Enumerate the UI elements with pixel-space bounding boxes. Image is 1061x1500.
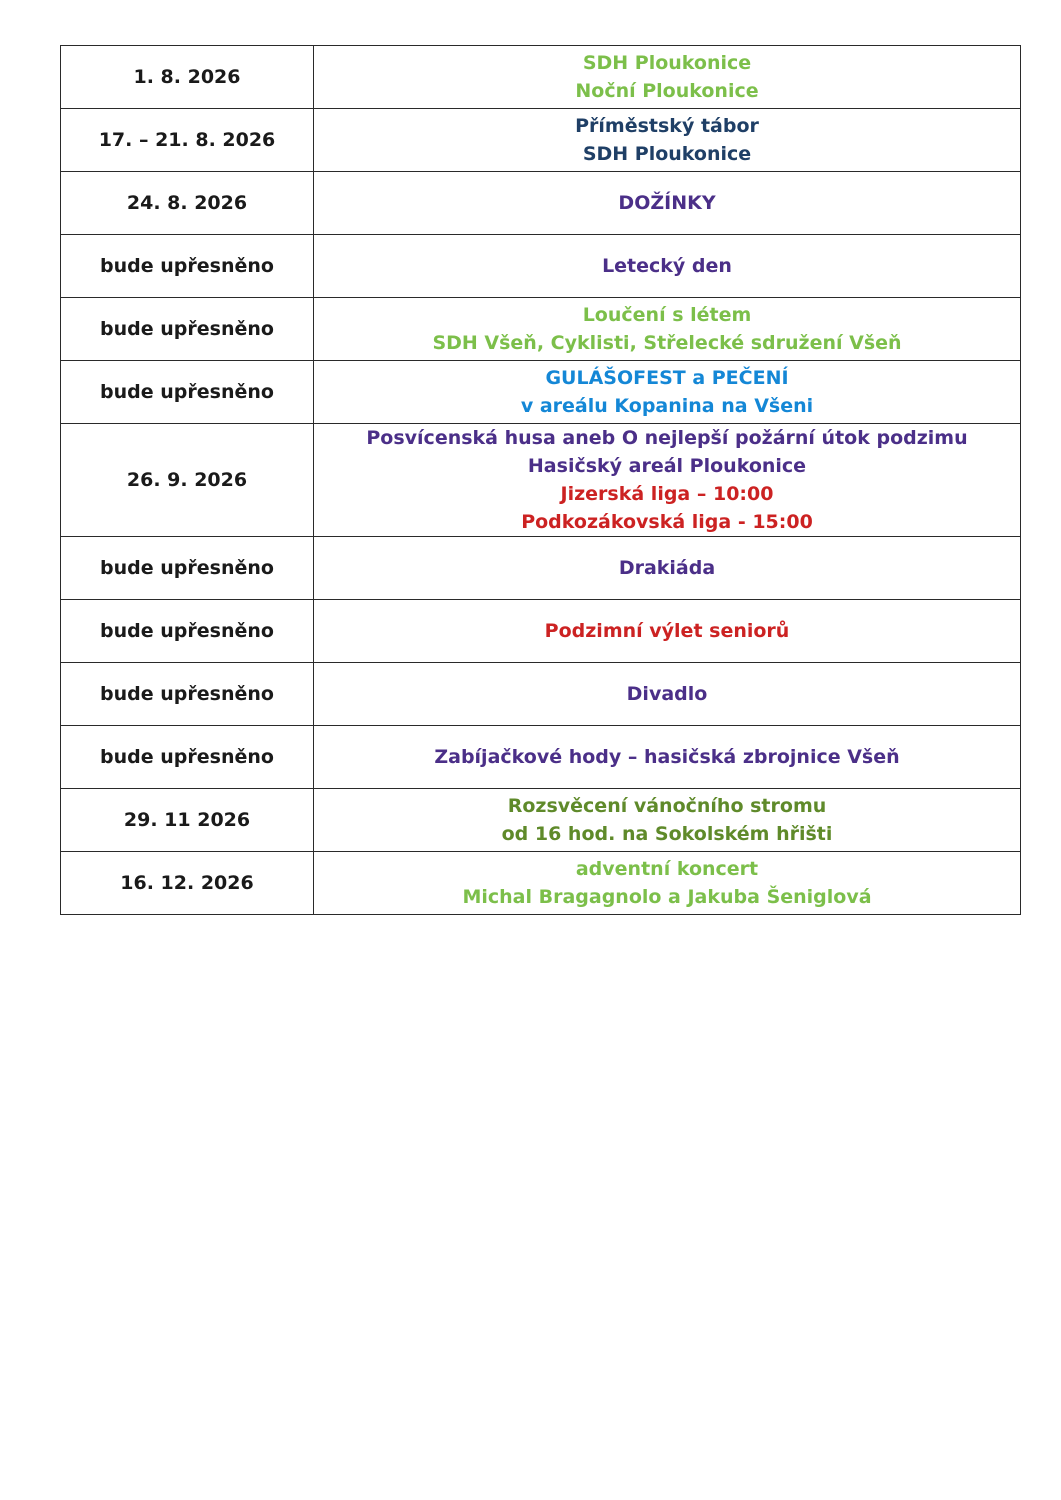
event-line: Noční Ploukonice [575,80,759,102]
event-description [314,852,1021,915]
event-date: bude upřesněno [61,726,314,789]
event-date: 24. 8. 2026 [61,172,314,235]
event-line: SDH Ploukonice [582,52,752,74]
event-line: SDH Ploukonice [582,143,752,165]
event-row [61,361,1021,424]
event-row [61,424,1021,537]
event-line: Letecký den [602,255,732,277]
event-date: 1. 8. 2026 [61,46,314,109]
events-table-body [61,46,1021,915]
event-date: bude upřesněno [61,298,314,361]
event-description [314,298,1021,361]
event-row [61,109,1021,172]
event-line: Rozsvěcení vánočního stromu [507,795,827,817]
event-date: 29. 11 2026 [61,789,314,852]
event-row [61,537,1021,600]
event-row [61,235,1021,298]
event-line: Loučení s létem [582,304,752,326]
event-line: Podkozákovská liga - 15:00 [521,511,813,533]
event-date: bude upřesněno [61,663,314,726]
event-line: SDH Všeň, Cyklisti, Střelecké sdružení Všeň [432,332,902,354]
event-line: Hasičský areál Ploukonice [527,455,807,477]
event-description [314,235,1021,298]
event-description [314,537,1021,600]
event-row [61,726,1021,789]
event-line: Podzimní výlet seniorů [544,620,790,642]
event-line: Příměstský tábor [575,115,759,137]
event-description [314,109,1021,172]
event-row [61,852,1021,915]
event-row [61,298,1021,361]
event-date: bude upřesněno [61,361,314,424]
event-line: Michal Bragagnolo a Jakuba Šeniglová [462,886,872,908]
event-row [61,663,1021,726]
event-description [314,600,1021,663]
event-row [61,172,1021,235]
event-row [61,600,1021,663]
event-line: Zabíjačkové hody – hasičská zbrojnice Všeň [434,746,900,768]
event-row [61,789,1021,852]
event-line: GULÁŠOFEST a PEČENÍ [545,367,789,389]
event-row [61,46,1021,109]
event-date: 26. 9. 2026 [61,424,314,537]
event-description [314,663,1021,726]
event-line: Divadlo [626,683,708,705]
event-date: 17. – 21. 8. 2026 [61,109,314,172]
events-table [60,45,1021,915]
event-line: Drakiáda [618,557,716,579]
event-description [314,726,1021,789]
event-date: bude upřesněno [61,537,314,600]
event-line: Posvícenská husa aneb O nejlepší požární útok podzimu [366,427,968,449]
event-line: adventní koncert [575,858,759,880]
event-date: 16. 12. 2026 [61,852,314,915]
event-description [314,172,1021,235]
event-date: bude upřesněno [61,600,314,663]
event-date: bude upřesněno [61,235,314,298]
event-description [314,424,1021,537]
event-line: Jizerská liga – 10:00 [560,483,774,505]
event-description [314,361,1021,424]
event-description [314,46,1021,109]
event-line: DOŽÍNKY [618,192,716,214]
event-line: v areálu Kopanina na Všeni [520,395,814,417]
event-line: od 16 hod. na Sokolském hřišti [501,823,833,845]
event-description [314,789,1021,852]
